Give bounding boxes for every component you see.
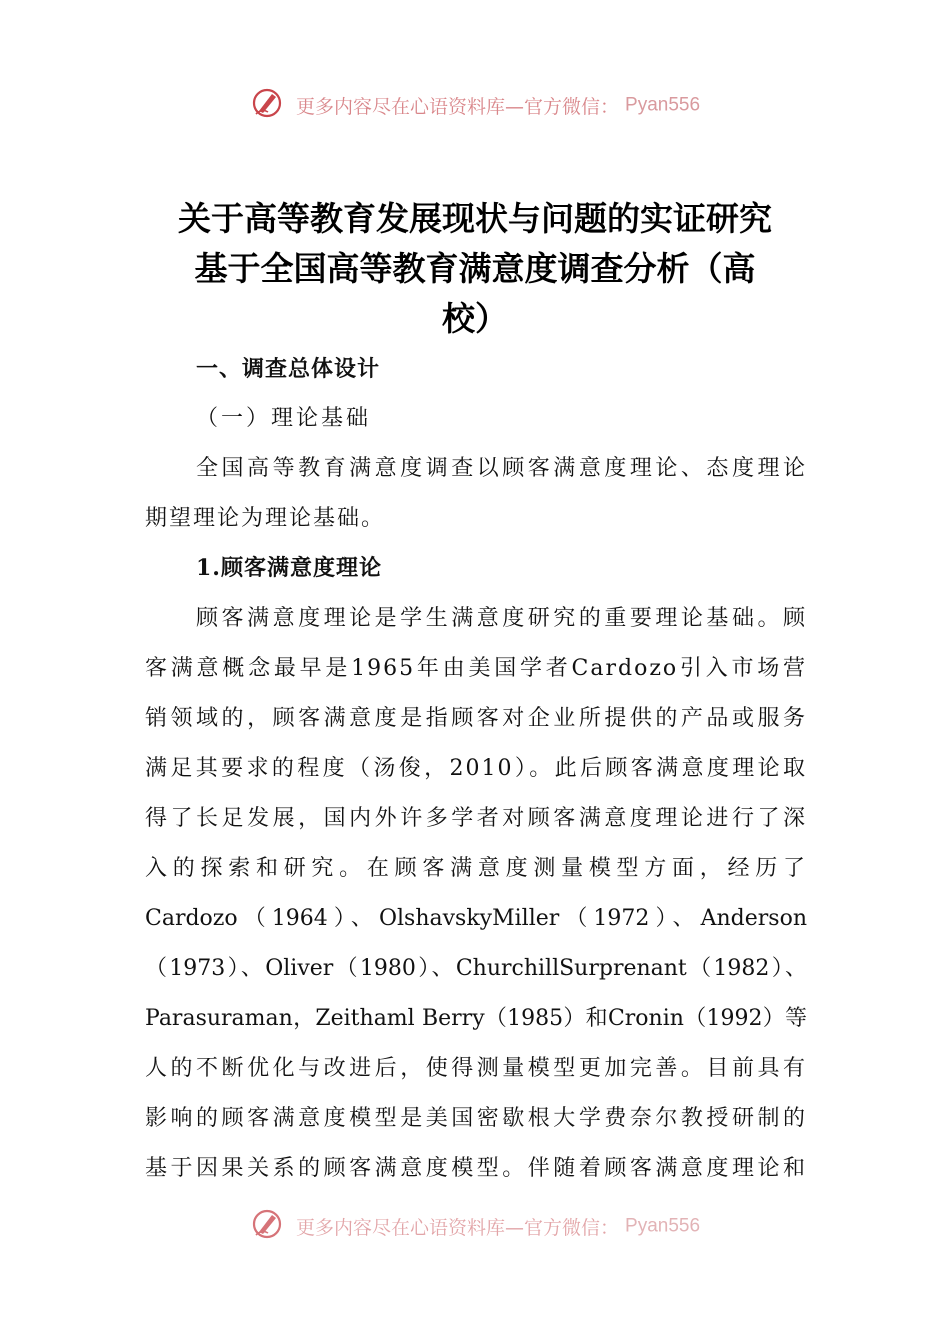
intro-line: 期望理论为理论基础。 bbox=[145, 506, 386, 531]
body-paragraph bbox=[145, 594, 807, 1194]
body-line: 销领域的，顾客满意度是指顾客对企业所提供的产品或服务 bbox=[145, 706, 807, 731]
body-line: 基于因果关系的顾客满意度模型。伴随着顾客满意度理论和 bbox=[145, 1156, 807, 1181]
header-watermark bbox=[0, 86, 950, 125]
intro-paragraph bbox=[145, 444, 807, 544]
watermark-text: 更多内容尽在心语资料库—官方微信： bbox=[295, 1217, 619, 1239]
topic-heading: 1.顾客满意度理论 bbox=[196, 555, 382, 581]
body-line: 客满意概念最早是1965年由美国学者Cardozo引入市场营 bbox=[145, 656, 807, 681]
pen-circle-logo-icon bbox=[250, 1207, 284, 1246]
title-line-2: 基于全国高等教育满意度调查分析（高 bbox=[194, 249, 756, 288]
watermark-account: Pyan556 bbox=[625, 94, 701, 116]
body-line: 人的不断优化与改进后，使得测量模型更加完善。目前具有 bbox=[145, 1056, 807, 1081]
pen-circle-logo-icon bbox=[250, 86, 284, 125]
watermark-account: Pyan556 bbox=[625, 1215, 701, 1237]
body-line: 入的探索和研究。在顾客满意度测量模型方面，经历了 bbox=[145, 856, 807, 881]
title-line-3: 校） bbox=[442, 299, 508, 338]
body-line: 得了长足发展，国内外许多学者对顾客满意度理论进行了深 bbox=[145, 806, 807, 831]
body-line: Cardozo（1964）、OlshavskyMiller（1972）、Anderson bbox=[145, 906, 807, 931]
body-line: 影响的顾客满意度模型是美国密歇根大学费奈尔教授研制的 bbox=[145, 1106, 807, 1131]
watermark-text: 更多内容尽在心语资料库—官方微信： bbox=[295, 96, 619, 118]
body-line: （1973）、Oliver（1980）、ChurchillSurprenant（1982）、 bbox=[145, 956, 807, 981]
section-heading: 一、调查总体设计 bbox=[196, 357, 381, 382]
document-title bbox=[145, 194, 805, 344]
title-line-1: 关于高等教育发展现状与问题的实证研究 bbox=[178, 199, 772, 238]
footer-watermark bbox=[0, 1207, 950, 1246]
subsection-heading: （一）理论基础 bbox=[196, 406, 372, 431]
body-line: 满足其要求的程度（汤俊，2010）。此后顾客满意度理论取 bbox=[145, 756, 807, 781]
body-line: 顾客满意度理论是学生满意度研究的重要理论基础。顾 bbox=[196, 606, 807, 631]
intro-line: 全国高等教育满意度调查以顾客满意度理论、态度理论 bbox=[196, 456, 807, 481]
body-line: Parasuraman，Zeithaml Berry（1985）和Cronin（1992）等 bbox=[145, 1006, 807, 1031]
